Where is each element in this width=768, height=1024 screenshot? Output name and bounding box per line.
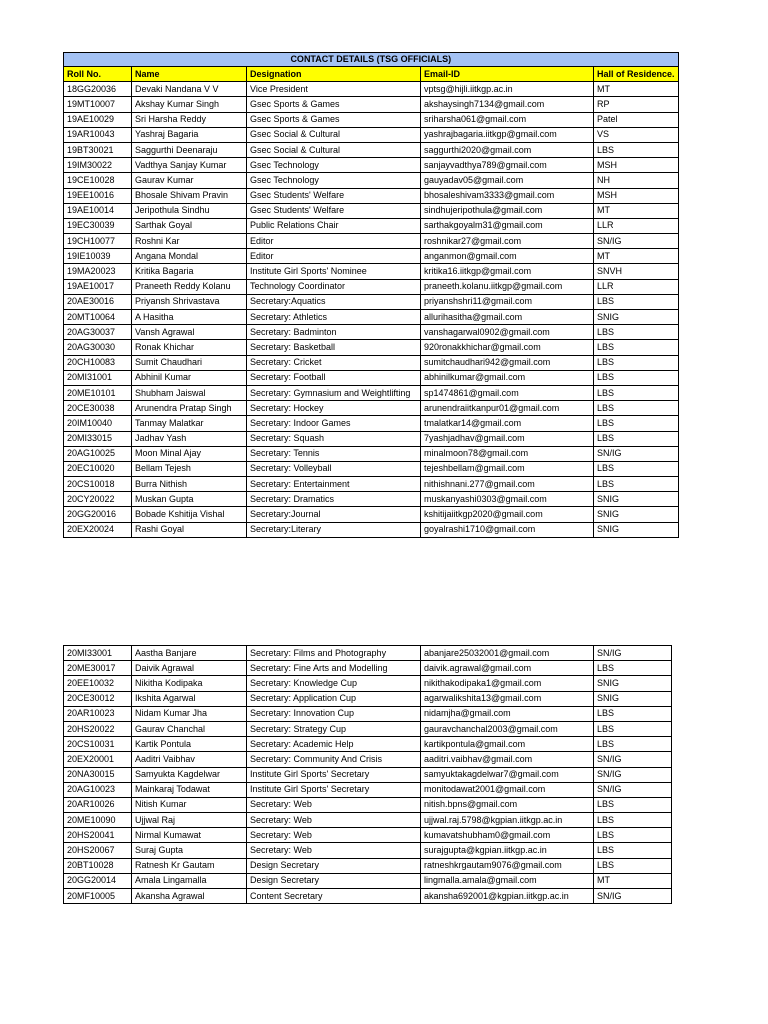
- hall-cell: LBS: [594, 340, 679, 355]
- designation-cell: Content Secretary: [247, 889, 421, 904]
- name-cell: Yashraj Bagaria: [132, 127, 247, 142]
- table-row: [64, 661, 672, 676]
- name-cell: Kritika Bagaria: [132, 264, 247, 279]
- name-cell: Burra Nithish: [132, 477, 247, 492]
- designation-cell: Gsec Social & Cultural: [247, 127, 421, 142]
- email-cell: samyuktakagdelwar7@gmail.com: [421, 767, 594, 782]
- table-row: [64, 706, 672, 721]
- email-cell: kritika16.iitkgp@gmail.com: [421, 264, 594, 279]
- table-row: [64, 676, 672, 691]
- designation-cell: Gsec Students' Welfare: [247, 188, 421, 203]
- hall-cell: VS: [594, 127, 679, 142]
- hall-cell: LLR: [594, 218, 679, 233]
- email-cell: tejeshbellam@gmail.com: [421, 461, 594, 476]
- email-cell: sarthakgoyalm31@gmail.com: [421, 218, 594, 233]
- roll-no-cell: 19MA20023: [64, 264, 132, 279]
- table-row: [64, 446, 679, 461]
- hall-cell: SN/IG: [594, 234, 679, 249]
- roll-no-cell: 20EX20024: [64, 522, 132, 537]
- name-cell: Vadthya Sanjay Kumar: [132, 158, 247, 173]
- name-cell: Sri Harsha Reddy: [132, 112, 247, 127]
- email-cell: daivik.agrawal@gmail.com: [421, 661, 594, 676]
- email-cell: muskanyashi0303@gmail.com: [421, 492, 594, 507]
- designation-cell: Secretary:Aquatics: [247, 294, 421, 309]
- roll-no-cell: 20CY20022: [64, 492, 132, 507]
- hall-cell: LBS: [594, 294, 679, 309]
- name-cell: Ratnesh Kr Gautam: [132, 858, 247, 873]
- designation-cell: Editor: [247, 249, 421, 264]
- roll-no-cell: 20AE30016: [64, 294, 132, 309]
- name-cell: Aastha Banjare: [132, 646, 247, 661]
- roll-no-cell: 20AR10026: [64, 797, 132, 812]
- table-row: [64, 691, 672, 706]
- email-cell: ujjwal.raj.5798@kgpian.iitkgp.ac.in: [421, 813, 594, 828]
- email-cell: sp1474861@gmail.com: [421, 385, 594, 400]
- table-row: [64, 828, 672, 843]
- roll-no-cell: 20NA30015: [64, 767, 132, 782]
- roll-no-cell: 19CH10077: [64, 234, 132, 249]
- table-row: [64, 203, 679, 218]
- roll-no-cell: 20HS20041: [64, 828, 132, 843]
- hall-cell: MSH: [594, 158, 679, 173]
- hall-cell: LBS: [594, 737, 672, 752]
- hall-cell: SN/IG: [594, 646, 672, 661]
- roll-no-cell: 20AR10023: [64, 706, 132, 721]
- table-row: [64, 873, 672, 888]
- name-cell: Akansha Agrawal: [132, 889, 247, 904]
- name-cell: Gaurav Chanchal: [132, 721, 247, 736]
- table-row: [64, 507, 679, 522]
- email-cell: nitish.bpns@gmail.com: [421, 797, 594, 812]
- name-cell: Vansh Agrawal: [132, 325, 247, 340]
- email-cell: agarwalikshita13@gmail.com: [421, 691, 594, 706]
- hall-cell: SNIG: [594, 507, 679, 522]
- designation-cell: Gsec Sports & Games: [247, 97, 421, 112]
- designation-cell: Institute Girl Sports' Secretary: [247, 782, 421, 797]
- name-cell: Arunendra Pratap Singh: [132, 401, 247, 416]
- hall-cell: LBS: [594, 355, 679, 370]
- table-row: [64, 767, 672, 782]
- name-cell: Jadhav Yash: [132, 431, 247, 446]
- header-hall: Hall of Residence.: [594, 67, 679, 82]
- hall-cell: SNIG: [594, 522, 679, 537]
- table-row: [64, 82, 679, 97]
- roll-no-cell: 20GG20014: [64, 873, 132, 888]
- hall-cell: MT: [594, 203, 679, 218]
- designation-cell: Editor: [247, 234, 421, 249]
- hall-cell: LBS: [594, 370, 679, 385]
- roll-no-cell: 19CE10028: [64, 173, 132, 188]
- roll-no-cell: 19AE10014: [64, 203, 132, 218]
- roll-no-cell: 20CE30038: [64, 401, 132, 416]
- table-row: [64, 401, 679, 416]
- table-row: [64, 249, 679, 264]
- designation-cell: Secretary: Web: [247, 828, 421, 843]
- designation-cell: Gsec Students' Welfare: [247, 203, 421, 218]
- designation-cell: Secretary: Gymnasium and Weightlifting: [247, 385, 421, 400]
- name-cell: Priyansh Shrivastava: [132, 294, 247, 309]
- name-cell: Ujjwal Raj: [132, 813, 247, 828]
- email-cell: praneeth.kolanu.iitkgp@gmail.com: [421, 279, 594, 294]
- roll-no-cell: 20CS10031: [64, 737, 132, 752]
- roll-no-cell: 19MT10007: [64, 97, 132, 112]
- roll-no-cell: 20BT10028: [64, 858, 132, 873]
- designation-cell: Secretary:Journal: [247, 507, 421, 522]
- roll-no-cell: 20ME10101: [64, 385, 132, 400]
- hall-cell: SN/IG: [594, 782, 672, 797]
- hall-cell: LBS: [594, 858, 672, 873]
- roll-no-cell: 19AR10043: [64, 127, 132, 142]
- table-row: [64, 279, 679, 294]
- roll-no-cell: 19BT30021: [64, 142, 132, 157]
- designation-cell: Gsec Technology: [247, 173, 421, 188]
- hall-cell: SN/IG: [594, 767, 672, 782]
- table-row: [64, 492, 679, 507]
- table-row: [64, 461, 679, 476]
- name-cell: Bellam Tejesh: [132, 461, 247, 476]
- email-cell: gauravchanchal2003@gmail.com: [421, 721, 594, 736]
- email-cell: aaditri.vaibhav@gmail.com: [421, 752, 594, 767]
- hall-cell: LBS: [594, 797, 672, 812]
- contact-table-officials: [63, 52, 679, 538]
- roll-no-cell: 20HS20067: [64, 843, 132, 858]
- name-cell: Devaki Nandana V V: [132, 82, 247, 97]
- header-roll-no: Roll No.: [64, 67, 132, 82]
- designation-cell: Secretary: Entertainment: [247, 477, 421, 492]
- email-cell: anganmon@gmail.com: [421, 249, 594, 264]
- email-cell: abanjare25032001@gmail.com: [421, 646, 594, 661]
- email-cell: sindhujeripothula@gmail.com: [421, 203, 594, 218]
- table-row: [64, 782, 672, 797]
- name-cell: Samyukta Kagdelwar: [132, 767, 247, 782]
- email-cell: gauyadav05@gmail.com: [421, 173, 594, 188]
- name-cell: Angana Mondal: [132, 249, 247, 264]
- name-cell: Gaurav Kumar: [132, 173, 247, 188]
- table-row: [64, 797, 672, 812]
- designation-cell: Secretary: Basketball: [247, 340, 421, 355]
- roll-no-cell: 19IE10039: [64, 249, 132, 264]
- email-cell: kumavatshubham0@gmail.com: [421, 828, 594, 843]
- hall-cell: SN/IG: [594, 446, 679, 461]
- roll-no-cell: 20EE10032: [64, 676, 132, 691]
- designation-cell: Vice President: [247, 82, 421, 97]
- designation-cell: Secretary: Badminton: [247, 325, 421, 340]
- name-cell: Bhosale Shivam Pravin: [132, 188, 247, 203]
- table-row: [64, 112, 679, 127]
- designation-cell: Secretary: Tennis: [247, 446, 421, 461]
- table-row: [64, 158, 679, 173]
- hall-cell: LLR: [594, 279, 679, 294]
- designation-cell: Secretary: Dramatics: [247, 492, 421, 507]
- email-cell: surajgupta@kgpian.iitkgp.ac.in: [421, 843, 594, 858]
- hall-cell: LBS: [594, 721, 672, 736]
- hall-cell: LBS: [594, 142, 679, 157]
- email-cell: yashrajbagaria.iitkgp@gmail.com: [421, 127, 594, 142]
- roll-no-cell: 19AE10017: [64, 279, 132, 294]
- name-cell: Nidam Kumar Jha: [132, 706, 247, 721]
- designation-cell: Secretary: Knowledge Cup: [247, 676, 421, 691]
- name-cell: Daivik Agrawal: [132, 661, 247, 676]
- designation-cell: Secretary: Web: [247, 813, 421, 828]
- table-row: [64, 522, 679, 537]
- email-cell: sriharsha061@gmail.com: [421, 112, 594, 127]
- designation-cell: Secretary: Squash: [247, 431, 421, 446]
- roll-no-cell: 20MT10064: [64, 310, 132, 325]
- roll-no-cell: 20MF10005: [64, 889, 132, 904]
- hall-cell: Patel: [594, 112, 679, 127]
- designation-cell: Design Secretary: [247, 873, 421, 888]
- name-cell: Akshay Kumar Singh: [132, 97, 247, 112]
- table-row: [64, 752, 672, 767]
- hall-cell: LBS: [594, 416, 679, 431]
- name-cell: Bobade Kshitija Vishal: [132, 507, 247, 522]
- roll-no-cell: 20AG30030: [64, 340, 132, 355]
- hall-cell: LBS: [594, 661, 672, 676]
- table-row: [64, 325, 679, 340]
- table-row: [64, 416, 679, 431]
- email-cell: kartikpontula@gmail.com: [421, 737, 594, 752]
- designation-cell: Secretary: Films and Photography: [247, 646, 421, 661]
- hall-cell: LBS: [594, 843, 672, 858]
- email-cell: roshnikar27@gmail.com: [421, 234, 594, 249]
- name-cell: A Hasitha: [132, 310, 247, 325]
- name-cell: Roshni Kar: [132, 234, 247, 249]
- hall-cell: SNIG: [594, 492, 679, 507]
- email-cell: nithishnani.277@gmail.com: [421, 477, 594, 492]
- name-cell: Praneeth Reddy Kolanu: [132, 279, 247, 294]
- email-cell: bhosaleshivam3333@gmail.com: [421, 188, 594, 203]
- designation-cell: Design Secretary: [247, 858, 421, 873]
- hall-cell: LBS: [594, 828, 672, 843]
- name-cell: Abhinil Kumar: [132, 370, 247, 385]
- name-cell: Sarthak Goyal: [132, 218, 247, 233]
- email-cell: monitodawat2001@gmail.com: [421, 782, 594, 797]
- hall-cell: LBS: [594, 706, 672, 721]
- table-row: [64, 173, 679, 188]
- roll-no-cell: 20MI33001: [64, 646, 132, 661]
- header-email: Email-ID: [421, 67, 594, 82]
- hall-cell: LBS: [594, 813, 672, 828]
- roll-no-cell: 20ME10090: [64, 813, 132, 828]
- email-cell: akansha692001@kgpian.iitkgp.ac.in: [421, 889, 594, 904]
- email-cell: abhinilkumar@gmail.com: [421, 370, 594, 385]
- roll-no-cell: 20EC10020: [64, 461, 132, 476]
- table-row: [64, 188, 679, 203]
- roll-no-cell: 19EC30039: [64, 218, 132, 233]
- table-row: [64, 294, 679, 309]
- designation-cell: Gsec Social & Cultural: [247, 142, 421, 157]
- name-cell: Moon Minal Ajay: [132, 446, 247, 461]
- name-cell: Kartik Pontula: [132, 737, 247, 752]
- hall-cell: LBS: [594, 477, 679, 492]
- table-row: [64, 477, 679, 492]
- designation-cell: Gsec Technology: [247, 158, 421, 173]
- hall-cell: SNIG: [594, 310, 679, 325]
- designation-cell: Institute Girl Sports' Nominee: [247, 264, 421, 279]
- designation-cell: Secretary: Cricket: [247, 355, 421, 370]
- hall-cell: SNIG: [594, 676, 672, 691]
- designation-cell: Secretary: Indoor Games: [247, 416, 421, 431]
- roll-no-cell: 19EE10016: [64, 188, 132, 203]
- roll-no-cell: 20CS10018: [64, 477, 132, 492]
- name-cell: Saggurthi Deenaraju: [132, 142, 247, 157]
- table-row: [64, 858, 672, 873]
- designation-cell: Secretary: Athletics: [247, 310, 421, 325]
- table-row: [64, 370, 679, 385]
- designation-cell: Secretary: Football: [247, 370, 421, 385]
- email-cell: akshaysingh7134@gmail.com: [421, 97, 594, 112]
- designation-cell: Public Relations Chair: [247, 218, 421, 233]
- email-cell: goyalrashi1710@gmail.com: [421, 522, 594, 537]
- hall-cell: MT: [594, 249, 679, 264]
- header-row: [64, 67, 679, 82]
- designation-cell: Secretary: Application Cup: [247, 691, 421, 706]
- designation-cell: Secretary: Web: [247, 843, 421, 858]
- table-row: [64, 355, 679, 370]
- table-row: [64, 431, 679, 446]
- name-cell: Ikshita Agarwal: [132, 691, 247, 706]
- designation-cell: Secretary: Web: [247, 797, 421, 812]
- roll-no-cell: 20GG20016: [64, 507, 132, 522]
- hall-cell: SNVH: [594, 264, 679, 279]
- designation-cell: Secretary: Innovation Cup: [247, 706, 421, 721]
- email-cell: nikithakodipaka1@gmail.com: [421, 676, 594, 691]
- name-cell: Jeripothula Sindhu: [132, 203, 247, 218]
- table-row: [64, 889, 672, 904]
- table-row: [64, 310, 679, 325]
- table-row: [64, 737, 672, 752]
- name-cell: Nikitha Kodipaka: [132, 676, 247, 691]
- name-cell: Amala Lingamalla: [132, 873, 247, 888]
- roll-no-cell: 20IM10040: [64, 416, 132, 431]
- roll-no-cell: 18GG20036: [64, 82, 132, 97]
- email-cell: priyanshshri11@gmail.com: [421, 294, 594, 309]
- designation-cell: Secretary:Literary: [247, 522, 421, 537]
- name-cell: Tanmay Malatkar: [132, 416, 247, 431]
- name-cell: Nitish Kumar: [132, 797, 247, 812]
- designation-cell: Secretary: Fine Arts and Modelling: [247, 661, 421, 676]
- name-cell: Rashi Goyal: [132, 522, 247, 537]
- roll-no-cell: 20EX20001: [64, 752, 132, 767]
- designation-cell: Secretary: Community And Crisis: [247, 752, 421, 767]
- hall-cell: SN/IG: [594, 752, 672, 767]
- email-cell: lingmalla.amala@gmail.com: [421, 873, 594, 888]
- designation-cell: Secretary: Hockey: [247, 401, 421, 416]
- table-row: [64, 218, 679, 233]
- header-name: Name: [132, 67, 247, 82]
- roll-no-cell: 19AE10029: [64, 112, 132, 127]
- hall-cell: SNIG: [594, 691, 672, 706]
- hall-cell: LBS: [594, 401, 679, 416]
- email-cell: tmalatkar14@gmail.com: [421, 416, 594, 431]
- name-cell: Suraj Gupta: [132, 843, 247, 858]
- name-cell: Aaditri Vaibhav: [132, 752, 247, 767]
- name-cell: Nirmal Kumawat: [132, 828, 247, 843]
- hall-cell: MSH: [594, 188, 679, 203]
- table-row: [64, 97, 679, 112]
- email-cell: vanshagarwal0902@gmail.com: [421, 325, 594, 340]
- roll-no-cell: 20AG30037: [64, 325, 132, 340]
- roll-no-cell: 19IM30022: [64, 158, 132, 173]
- designation-cell: Secretary: Strategy Cup: [247, 721, 421, 736]
- email-cell: sanjayvadthya789@gmail.com: [421, 158, 594, 173]
- hall-cell: RP: [594, 97, 679, 112]
- roll-no-cell: 20HS20022: [64, 721, 132, 736]
- hall-cell: MT: [594, 82, 679, 97]
- contact-table-secretaries: [63, 645, 672, 904]
- email-cell: nidamjha@gmail.com: [421, 706, 594, 721]
- hall-cell: SN/IG: [594, 889, 672, 904]
- hall-cell: NH: [594, 173, 679, 188]
- name-cell: Ronak Khichar: [132, 340, 247, 355]
- email-cell: 920ronakkhichar@gmail.com: [421, 340, 594, 355]
- table-row: [64, 127, 679, 142]
- hall-cell: LBS: [594, 431, 679, 446]
- designation-cell: Institute Girl Sports' Secretary: [247, 767, 421, 782]
- header-designation: Designation: [247, 67, 421, 82]
- name-cell: Shubham Jaiswal: [132, 385, 247, 400]
- roll-no-cell: 20ME30017: [64, 661, 132, 676]
- table-row: [64, 142, 679, 157]
- table-title: CONTACT DETAILS (TSG OFFICIALS): [64, 53, 679, 67]
- name-cell: Sumit Chaudhari: [132, 355, 247, 370]
- table-row: [64, 721, 672, 736]
- designation-cell: Secretary: Volleyball: [247, 461, 421, 476]
- table-row: [64, 813, 672, 828]
- table-row: [64, 264, 679, 279]
- email-cell: arunendraiitkanpur01@gmail.com: [421, 401, 594, 416]
- roll-no-cell: 20CE30012: [64, 691, 132, 706]
- roll-no-cell: 20AG10025: [64, 446, 132, 461]
- table-row: [64, 234, 679, 249]
- hall-cell: LBS: [594, 325, 679, 340]
- email-cell: ratneshkrgautam9076@gmail.com: [421, 858, 594, 873]
- designation-cell: Gsec Sports & Games: [247, 112, 421, 127]
- roll-no-cell: 20MI33015: [64, 431, 132, 446]
- table-row: [64, 646, 672, 661]
- email-cell: sumitchaudhari942@gmail.com: [421, 355, 594, 370]
- table-row: [64, 385, 679, 400]
- roll-no-cell: 20MI31001: [64, 370, 132, 385]
- table-row: [64, 340, 679, 355]
- email-cell: saggurthi2020@gmail.com: [421, 142, 594, 157]
- email-cell: vptsg@hijli.iitkgp.ac.in: [421, 82, 594, 97]
- email-cell: allurihasitha@gmail.com: [421, 310, 594, 325]
- table-row: [64, 843, 672, 858]
- designation-cell: Technology Coordinator: [247, 279, 421, 294]
- hall-cell: MT: [594, 873, 672, 888]
- name-cell: Muskan Gupta: [132, 492, 247, 507]
- email-cell: kshitijaiitkgp2020@gmail.com: [421, 507, 594, 522]
- hall-cell: LBS: [594, 461, 679, 476]
- name-cell: Mainkaraj Todawat: [132, 782, 247, 797]
- roll-no-cell: 20AG10023: [64, 782, 132, 797]
- designation-cell: Secretary: Academic Help: [247, 737, 421, 752]
- email-cell: 7yashjadhav@gmail.com: [421, 431, 594, 446]
- email-cell: minalmoon78@gmail.com: [421, 446, 594, 461]
- roll-no-cell: 20CH10083: [64, 355, 132, 370]
- hall-cell: LBS: [594, 385, 679, 400]
